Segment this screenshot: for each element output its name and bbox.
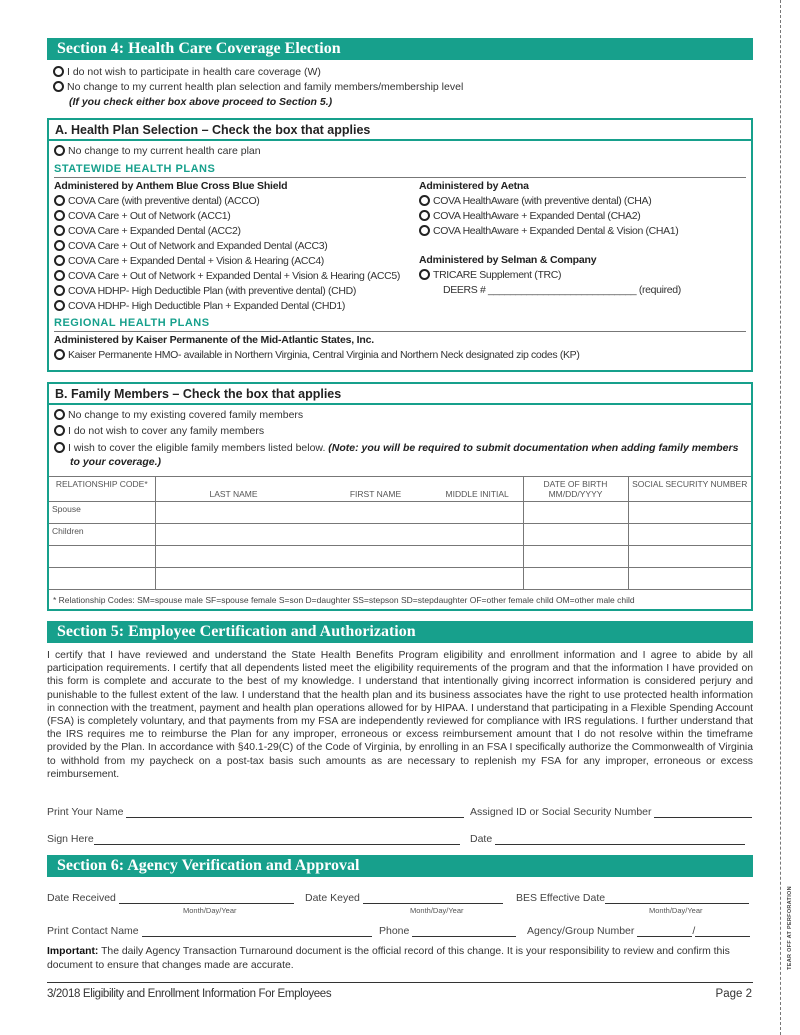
table-row [49, 502, 751, 524]
col-header: LAST NAME [209, 489, 258, 499]
ssn-cell[interactable] [628, 524, 751, 546]
label: Print Contact Name [47, 925, 139, 937]
label: No change to my current health care plan [68, 145, 261, 157]
label: I do not wish to cover any family members [68, 425, 265, 437]
label: I wish to cover the eligible family members listed below. [68, 442, 326, 454]
ssn-cell[interactable] [628, 546, 751, 568]
plan-cha[interactable] [419, 195, 681, 210]
assigned-id-field[interactable] [654, 817, 752, 818]
col-header: MIDDLE INITIAL [445, 489, 509, 499]
bes-date-row [516, 892, 749, 904]
important-note [47, 945, 753, 972]
hint: Month/Day/Year [410, 906, 464, 915]
label: TRICARE Supplement (TRC) [433, 269, 562, 281]
section4-note: (If you check either box above proceed to Section 5.) [69, 96, 333, 108]
family-members-box [47, 382, 753, 611]
family-table [49, 476, 751, 590]
page-number: Page 2 [715, 988, 752, 1000]
ssn-cell[interactable] [628, 502, 751, 524]
plan-acc5[interactable] [54, 270, 419, 285]
radio-icon[interactable] [54, 425, 65, 436]
plan-trc[interactable] [419, 269, 681, 284]
bes-date-field[interactable] [605, 903, 749, 904]
label: COVA Care + Out of Network + Expanded Dental + Vision & Hearing (ACC5) [68, 270, 400, 282]
col-header: SOCIAL SECURITY NUMBER [628, 477, 751, 502]
name-cell[interactable] [155, 568, 523, 590]
dob-cell[interactable] [523, 568, 628, 590]
label: COVA HealthAware (with preventive dental) (CHA) [433, 195, 652, 207]
radio-icon[interactable] [54, 349, 65, 360]
table-row [49, 524, 751, 546]
label: COVA HealthAware + Expanded Dental & Vision (CHA1) [433, 225, 679, 237]
radio-icon[interactable] [419, 225, 430, 236]
radio-icon[interactable] [54, 240, 65, 251]
radio-icon[interactable] [419, 269, 430, 280]
signature-field[interactable] [94, 844, 460, 845]
dob-cell[interactable] [523, 546, 628, 568]
radio-icon[interactable] [54, 270, 65, 281]
opt-no-change-plan[interactable] [54, 145, 746, 160]
statewide-heading: STATEWIDE HEALTH PLANS [54, 163, 746, 178]
plan-cha1[interactable] [419, 225, 681, 240]
dob-cell[interactable] [523, 502, 628, 524]
radio-icon[interactable] [54, 409, 65, 420]
label: No change to my current health plan selection and family members/membership level [67, 81, 464, 93]
section4-header: Section 4: Health Care Coverage Election [47, 38, 753, 60]
col-header: RELATIONSHIP CODE* [49, 477, 155, 502]
label: Date Received [47, 892, 116, 904]
table-row [49, 568, 751, 590]
radio-icon[interactable] [54, 195, 65, 206]
opt-no-family[interactable] [54, 425, 746, 440]
selman-heading: Administered by Selman & Company [419, 254, 597, 266]
aetna-heading: Administered by Aetna [419, 180, 529, 192]
radio-icon[interactable] [419, 210, 430, 221]
print-name-row [47, 806, 464, 818]
opt-no-change[interactable] [53, 81, 463, 96]
label: Date Keyed [305, 892, 360, 904]
label: COVA Care + Expanded Dental (ACC2) [68, 225, 241, 237]
section5-header: Section 5: Employee Certification and Authorization [47, 621, 753, 643]
label: COVA Care + Expanded Dental + Vision & Hearing (ACC4) [68, 255, 324, 267]
assigned-id-row [470, 806, 752, 818]
date-received-field[interactable] [119, 903, 294, 904]
label: COVA Care + Out of Network and Expanded Dental (ACC3) [68, 240, 328, 252]
plan-kp[interactable] [54, 349, 746, 364]
name-cell[interactable] [155, 546, 523, 568]
contact-row [47, 925, 372, 937]
label: COVA Care + Out of Network (ACC1) [68, 210, 231, 222]
deers-field[interactable]: DEERS # ___________________________ (required) [443, 284, 681, 296]
plan-chd1[interactable] [54, 300, 419, 315]
sign-row [47, 833, 460, 845]
label: COVA HealthAware + Expanded Dental (CHA2) [433, 210, 641, 222]
row-label: Children [49, 524, 155, 546]
label: COVA HDHP- High Deductible Plan (with preventive dental) (CHD) [68, 285, 356, 297]
plan-cha2[interactable] [419, 210, 681, 225]
label: I do not wish to participate in health care coverage (W) [67, 66, 321, 78]
kaiser-heading: Administered by Kaiser Permanente of the Mid-Atlantic States, Inc. [54, 334, 374, 346]
part-a-title: A. Health Plan Selection – Check the box that applies [49, 120, 751, 141]
relationship-codes: * Relationship Codes: SM=spouse male SF=spouse female S=son D=daughter SS=stepson SD=stepdaughter OF=other female child OM=other male child [53, 595, 635, 605]
contact-field[interactable] [142, 936, 372, 937]
col-header: FIRST NAME [349, 489, 402, 499]
phone-row [379, 925, 516, 937]
label: Assigned ID or Social Security Number [470, 806, 652, 818]
date-keyed-field[interactable] [363, 903, 503, 904]
row-label[interactable] [49, 546, 155, 568]
label: BES Effective Date [516, 892, 606, 904]
plan-acc3[interactable] [54, 240, 419, 255]
opt-waive[interactable] [53, 66, 463, 81]
perforation-label: TEAR OFF AT PERFORATION [787, 886, 793, 970]
group-field[interactable] [695, 936, 750, 937]
hint: Month/Day/Year [183, 906, 237, 915]
hint: Month/Day/Year [649, 906, 703, 915]
dob-cell[interactable] [523, 524, 628, 546]
row-label[interactable] [49, 568, 155, 590]
footer-left: 3/2018 Eligibility and Enrollment Information For Employees [47, 988, 332, 1000]
phone-field[interactable] [412, 936, 516, 937]
name-cell[interactable] [155, 502, 523, 524]
anthem-heading: Administered by Anthem Blue Cross Blue Shield [54, 180, 288, 192]
label: No change to my existing covered family members [68, 409, 304, 421]
col-header: DATE OF BIRTH MM/DD/YYYY [523, 477, 628, 502]
plan-acc2[interactable] [54, 225, 419, 240]
plan-acc1[interactable] [54, 210, 419, 225]
health-plan-box [47, 118, 753, 372]
label: Kaiser Permanente HMO- available in Northern Virginia, Central Virginia and Northern Neck designated zip codes (KP) [68, 349, 580, 361]
radio-icon[interactable] [53, 66, 64, 77]
label: COVA HDHP- High Deductible Plan + Expanded Dental (CHD1) [68, 300, 345, 312]
regional-heading: REGIONAL HEALTH PLANS [54, 317, 746, 332]
name-headers [155, 477, 523, 502]
label: Sign Here [47, 833, 94, 845]
radio-icon[interactable] [54, 255, 65, 266]
radio-icon[interactable] [54, 300, 65, 311]
radio-icon[interactable] [54, 285, 65, 296]
family-note: (Note: you will be required to submit documentation when adding family members to your coverage.) [70, 442, 739, 468]
print-name-field[interactable] [126, 817, 464, 818]
radio-icon[interactable] [419, 195, 430, 206]
label: Phone [379, 925, 410, 937]
table-row [49, 546, 751, 568]
label: Print Your Name [47, 806, 124, 818]
certification-text: I certify that I have reviewed and understand the State Health Benefits Program eligibility and enrollment information and I agree to abide by all participation requirements. I certify that all dependents listed meet the eligibility requirements of the program and that the information I have provided on this form is complete and accurate to the best of my knowledge. I understand that intentionally giving incorrect information is considered perjury and punishable to the fullest extent of the law. I understand that the health plan and its business associates have the right to use protected health information in connection with the treatment, payment and health plan operations allowed for by HIPAA. I understand that participating in a Flexible Spending Account (FSA) is completely voluntary, and that payments from my FSA are independently reviewed for compliance with IRS regulations. I further understand that the IRS requires me to reimburse the Plan for any improper, erroneous or excess reimbursement amount that I do not resolve within the timeframe provided by the Plan. In accordance with §40.1-29(C) of the Code of Virginia, by enrolling in an FSA I specifically authorize the Commonwealth of Virginia to withhold from my paycheck on a post-tax basis such amounts as are necessary to replenish my FSA for any improper, erroneous or excess reimbursement. [47, 650, 753, 780]
slash: / [692, 925, 696, 937]
radio-icon[interactable] [54, 210, 65, 221]
radio-icon[interactable] [54, 225, 65, 236]
opt-cover-family[interactable] [54, 441, 746, 469]
label: COVA Care (with preventive dental) (ACCO) [68, 195, 260, 207]
label: Date [470, 833, 493, 845]
agency-field[interactable] [637, 936, 692, 937]
agency-row [527, 925, 750, 937]
radio-icon[interactable] [54, 442, 65, 453]
date-keyed-row [305, 892, 503, 904]
ssn-cell[interactable] [628, 568, 751, 590]
plan-acc0[interactable] [54, 195, 419, 210]
footer-rule [47, 982, 753, 983]
part-b-title: B. Family Members – Check the box that applies [49, 384, 751, 405]
section6-header: Section 6: Agency Verification and Approval [47, 855, 753, 877]
date-field[interactable] [495, 844, 745, 845]
radio-icon[interactable] [54, 145, 65, 156]
date-received-row [47, 892, 294, 904]
name-cell[interactable] [155, 524, 523, 546]
radio-icon[interactable] [53, 81, 64, 92]
date-row [470, 833, 745, 845]
plan-chd[interactable] [54, 285, 419, 300]
important-text: The daily Agency Transaction Turnaround document is the official record of this change. It is your responsibility to review and confirm this document to ensure that changes made are accurate. [47, 946, 730, 971]
important-label: Important: [47, 946, 99, 957]
opt-no-change-family[interactable] [54, 409, 746, 424]
label: Agency/Group Number [527, 925, 635, 937]
plan-acc4[interactable] [54, 255, 419, 270]
perforation-line [780, 0, 781, 1035]
row-label: Spouse [49, 502, 155, 524]
